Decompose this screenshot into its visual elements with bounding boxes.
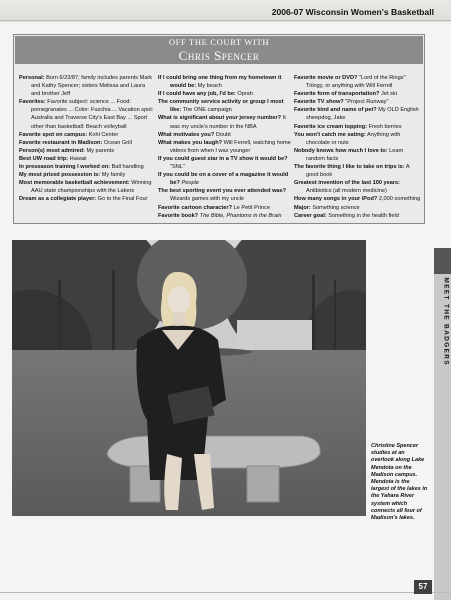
qa-item: The community service activity or group I most like: The ONE campaign	[158, 99, 284, 114]
qa-item: Favorite TV show? "Project Runway"	[294, 99, 389, 106]
qa-item: In preseason training I worked on: Ball handling	[19, 164, 144, 171]
qa-item: What makes you laugh? Will Ferrell, watching home videos from when I was younger	[158, 139, 291, 154]
header-title: 2006-07 Wisconsin Women's Basketball	[271, 7, 434, 17]
qa-item: If I could bring one thing from my hometown it would be: My beach	[158, 75, 282, 90]
qa-column-2	[158, 74, 292, 220]
section-side-tab-marker	[434, 248, 451, 274]
header-rule	[0, 20, 451, 21]
qa-item: How many songs in your iPod? 2,000 something	[294, 196, 421, 203]
photo-caption: Christine Spencer studies at an overlook along Lake Mendota on the Madison campus. Mendota is the largest of the lakes in the Yahara River system which connects all four of Madison's lakes.	[371, 443, 428, 522]
qa-item: Favorite form of transportation? Jet ski	[294, 91, 397, 98]
qa-item: Career goal: Something in the health field	[294, 212, 399, 219]
qa-item: Greatest invention of the last 100 years: Antibiotics (all modern medicine)	[294, 180, 401, 195]
qa-item: If you could be on a cover of a magazine it would be? People	[158, 172, 289, 187]
qa-item: Best UW road trip: Hawaii	[19, 155, 87, 162]
off-the-court-banner	[15, 36, 423, 64]
qa-column-3	[294, 74, 422, 220]
qa-item: Major: Something science	[294, 204, 360, 211]
qa-item: You won't catch me eating: Anything with chocolate or nuts	[294, 131, 401, 146]
qa-item: The favorite thing I like to take on trips is: A good book	[294, 164, 410, 179]
qa-item: What motivates you? Doubt	[158, 131, 231, 138]
qa-item: Favorite cartoon character? Le Petit Prince	[158, 204, 270, 211]
qa-item: The best sporting event you ever attended was? Wizards games with my uncle	[158, 188, 287, 203]
qa-item: Favorite movie or DVD? "Lord of the Rings" Trilogy, or anything with Will Ferrell	[294, 75, 406, 90]
player-photo	[12, 240, 366, 516]
off-the-court-box	[13, 34, 425, 224]
qa-item: Nobody knows how much I love to: Learn random facts	[294, 147, 404, 162]
page-number: 57	[414, 580, 432, 594]
qa-item: If I could have any job, I'd be: Oprah	[158, 91, 253, 98]
qa-item: Favorite ice cream topping: Fresh berries	[294, 123, 402, 130]
qa-item: Personal: Born 6/23/87; family includes parents Mark and Kathy Spencer; sisters Melissa and Laura and brother Jeff	[19, 75, 153, 98]
qa-item: Most memorable basketball achievement: Winning AAU state championships with the Lakers	[19, 180, 152, 195]
section-side-tab-label: MEET THE BADGERS	[442, 277, 450, 366]
player-photo-illustration	[12, 240, 366, 516]
banner-player-name: Chris Spencer	[178, 48, 260, 63]
qa-column-1	[19, 74, 155, 204]
qa-item: If you could guest star in a TV show it would be? "SNL"	[158, 155, 288, 171]
qa-item: Favorite restaurant in Madison: Ocean Grill	[19, 139, 132, 146]
banner-kicker: OFF THE COURT WITH	[168, 37, 270, 47]
qa-item: Dream as a collegiate player: Go to the Final Four	[19, 196, 148, 203]
qa-item: What is significant about your jersey number? It was my uncle's number in the NBA	[158, 115, 286, 130]
qa-item: My most prized possession is: My family	[19, 172, 126, 179]
qa-item: Favorite book? The Bible, Phantoms in the Brain	[158, 212, 282, 219]
qa-item: Favorite kind and name of pet? My OLD English sheepdog, Jake	[294, 107, 419, 122]
footer-rule	[0, 592, 451, 593]
qa-item: Person(s) most admired: My parents	[19, 147, 115, 154]
qa-item: Favorite spot on campus: Kohl Center	[19, 131, 119, 138]
qa-item: Favorites: Favorite subject: science ... Food: pomegranates ... Color: Fuschia ... Vacation spot: Australia and Traverse City's East Bay ... Sport other than basketball: Beach volleyball	[19, 99, 154, 130]
